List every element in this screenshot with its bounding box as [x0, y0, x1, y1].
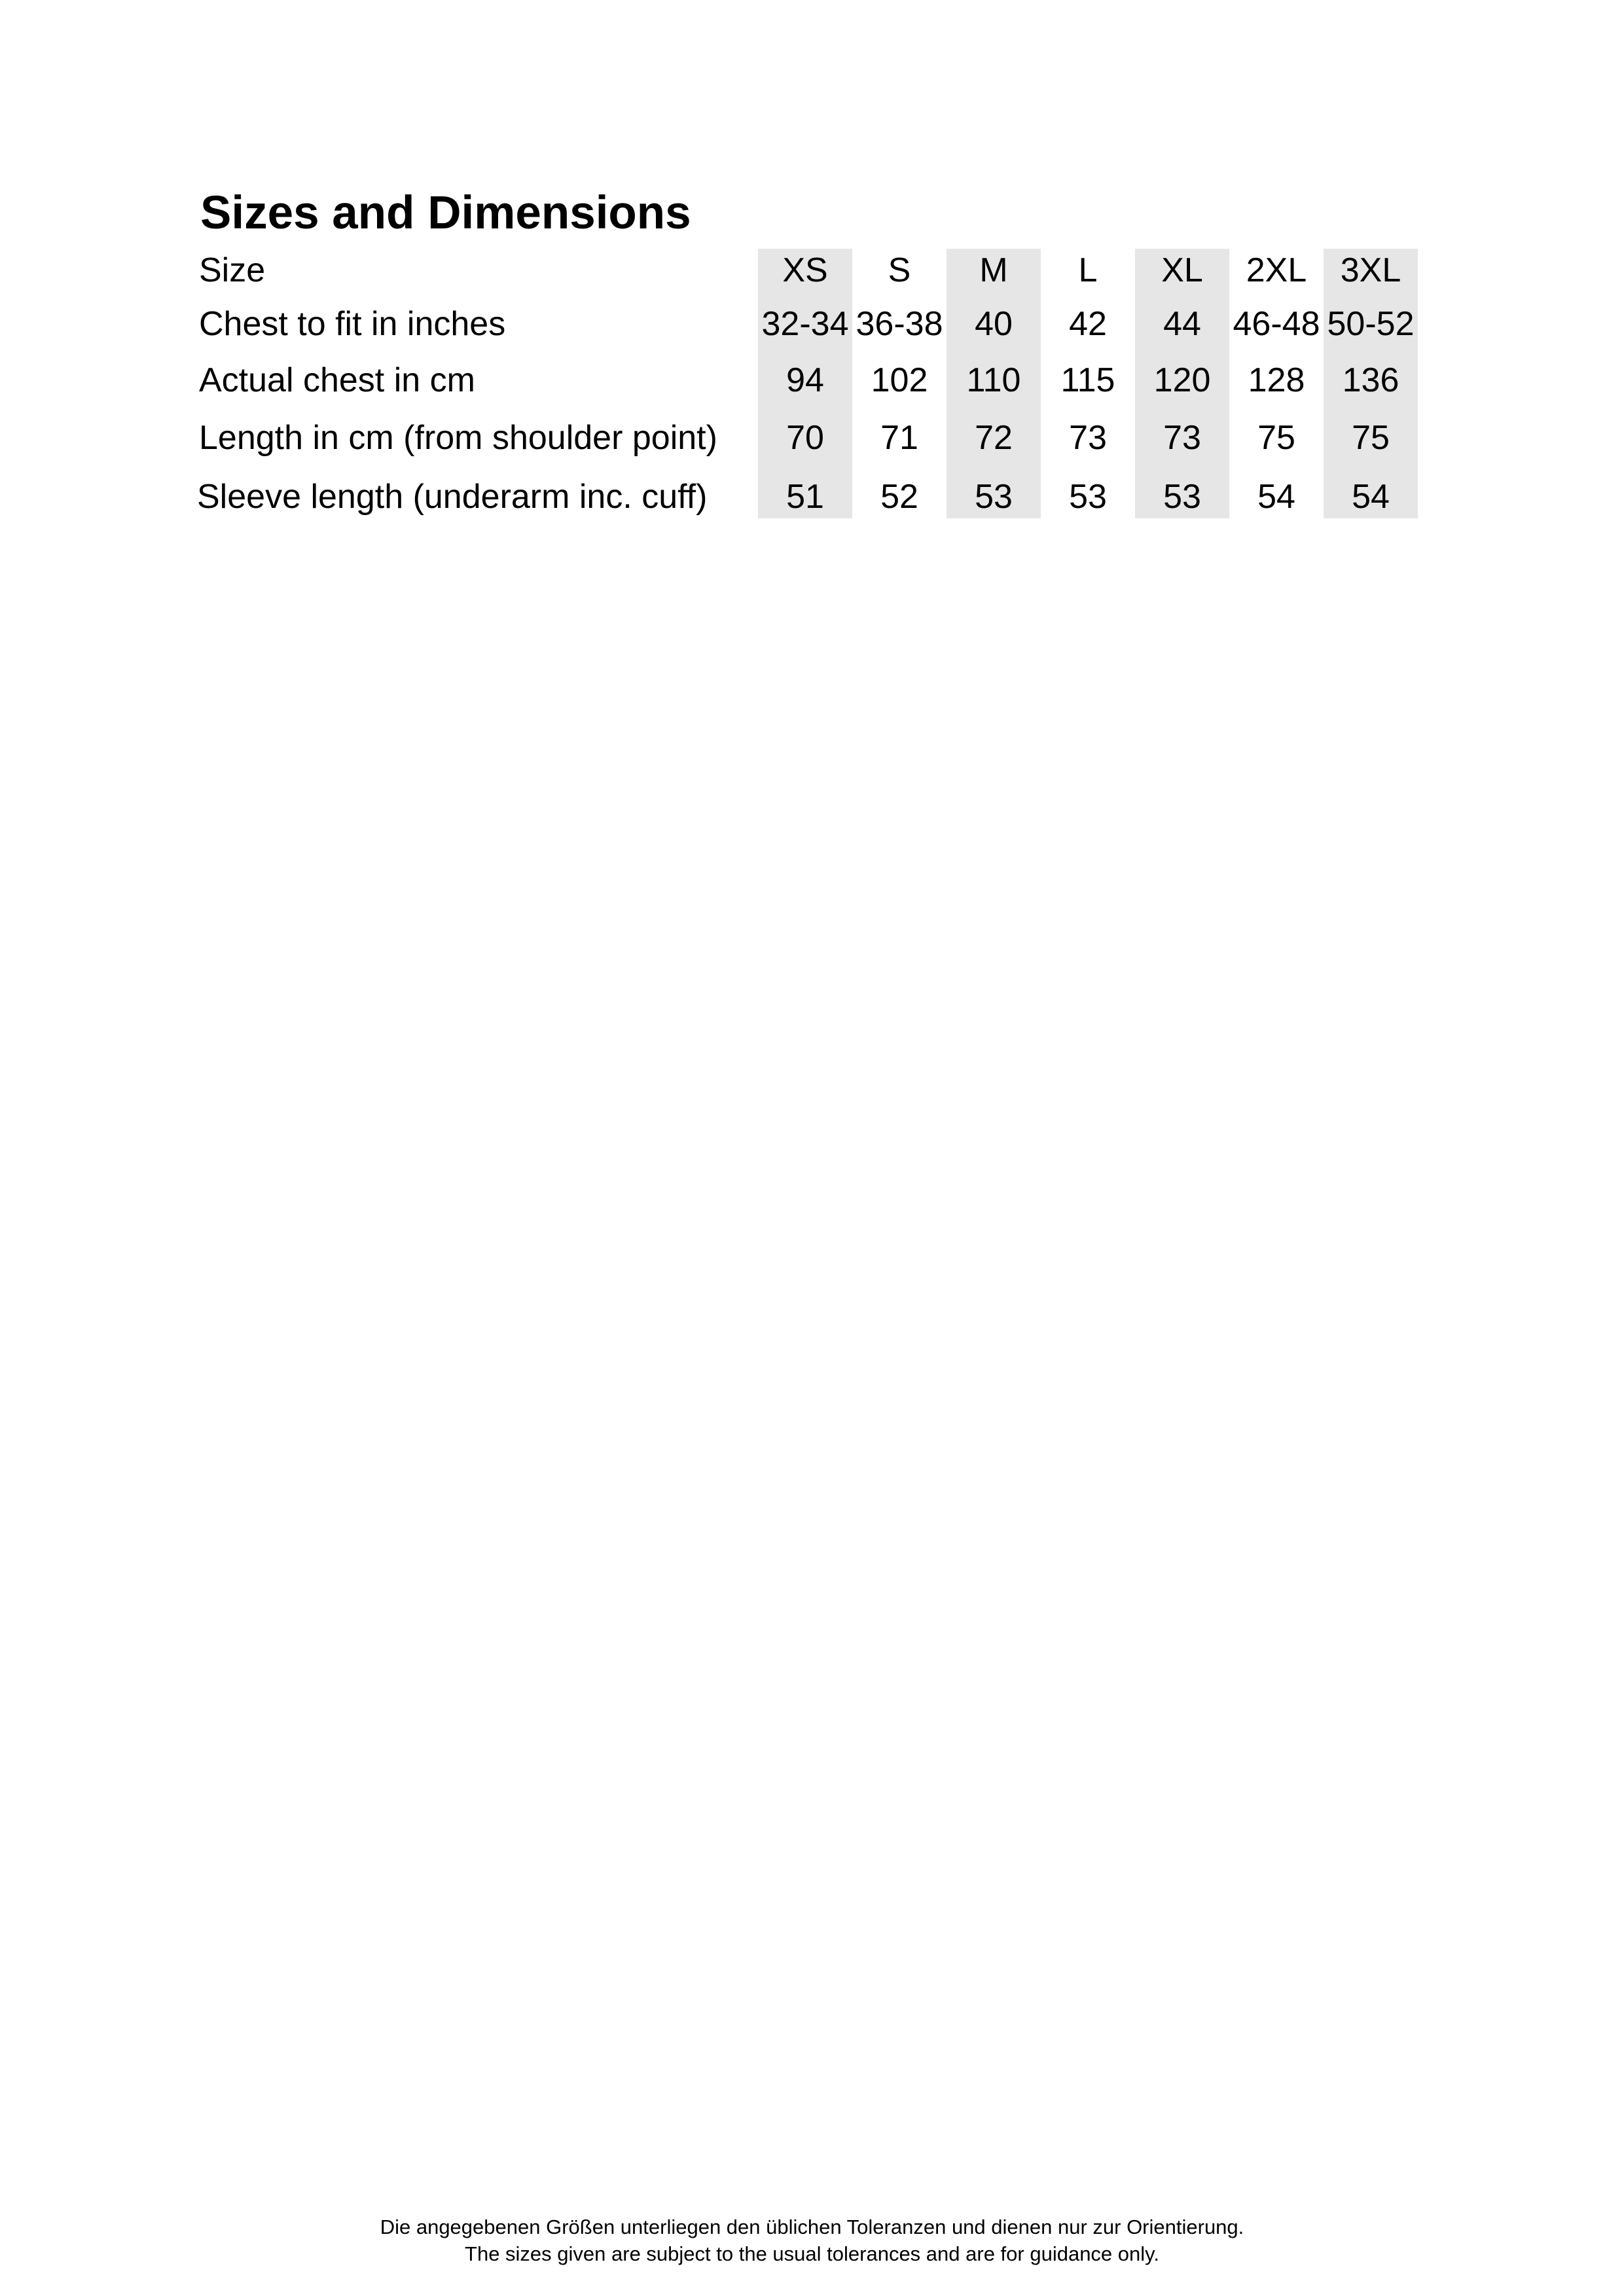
size-header-3xl: 3XL: [1340, 251, 1401, 289]
size-header-m: M: [979, 251, 1008, 289]
table-cell: 115: [1060, 361, 1115, 399]
table-cell: 120: [1153, 361, 1211, 399]
size-label: Size: [199, 251, 266, 289]
size-header-xl: XL: [1161, 251, 1203, 289]
table-cell: 52: [880, 478, 918, 516]
table-cell: 53: [1163, 478, 1201, 516]
row-label-chest-inches: Chest to fit in inches: [199, 305, 506, 343]
size-header-xs: XS: [782, 251, 828, 289]
table-cell: 53: [975, 478, 1013, 516]
footer-line-en: The sizes given are subject to the usual tolerances and are for guidance only.: [465, 2242, 1159, 2265]
table-cell: 51: [786, 478, 824, 516]
page-title: Sizes and Dimensions: [200, 187, 691, 239]
table-cell: 73: [1163, 419, 1201, 457]
table-cell: 71: [880, 419, 918, 457]
table-cell: 94: [786, 361, 824, 399]
footer-line-de: Die angegebenen Größen unterliegen den üblichen Toleranzen und dienen nur zur Orientierung.: [380, 2215, 1244, 2238]
size-header-2xl: 2XL: [1246, 251, 1307, 289]
table-cell: 75: [1352, 419, 1390, 457]
table-cell: 73: [1069, 419, 1107, 457]
table-cell: 40: [975, 305, 1013, 343]
table-cell: 36-38: [856, 305, 943, 343]
table-cell: 42: [1069, 305, 1107, 343]
table-cell: 54: [1352, 478, 1390, 516]
table-cell: 70: [786, 419, 824, 457]
size-header-l: L: [1078, 251, 1098, 289]
table-cell: 50-52: [1327, 305, 1415, 343]
table-cell: 136: [1342, 361, 1399, 399]
row-label-sleeve-length: Sleeve length (underarm inc. cuff): [197, 478, 708, 516]
row-label-length: Length in cm (from shoulder point): [199, 419, 717, 457]
table-cell: 46-48: [1233, 305, 1320, 343]
table-cell: 72: [975, 419, 1013, 457]
size-header-s: S: [888, 251, 911, 289]
table-cell: 75: [1257, 419, 1295, 457]
table-cell: 110: [966, 361, 1021, 399]
table-cell: 102: [871, 361, 928, 399]
table-cell: 53: [1069, 478, 1107, 516]
table-cell: 44: [1163, 305, 1201, 343]
row-label-actual-chest: Actual chest in cm: [199, 361, 475, 399]
table-cell: 54: [1257, 478, 1295, 516]
table-cell: 32-34: [761, 305, 849, 343]
table-cell: 128: [1248, 361, 1305, 399]
